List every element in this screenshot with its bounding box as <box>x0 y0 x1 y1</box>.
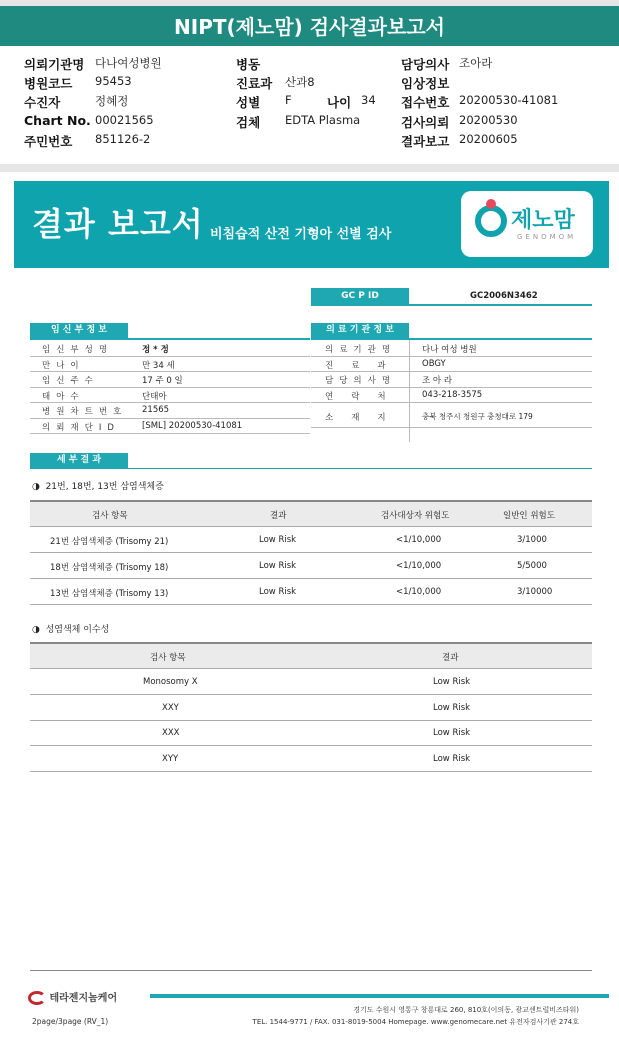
patient-value: 정혜정 <box>95 94 129 108</box>
sex-chrom-header-cell: 결과 <box>442 653 459 663</box>
sex-chrom-item: XXY <box>162 702 179 713</box>
sex-chrom-header <box>30 642 592 669</box>
company-logo <box>28 989 117 1005</box>
report-date-label: 결과보고 <box>401 134 450 149</box>
report-banner <box>14 181 609 268</box>
logo-text: 제노맘 <box>511 208 575 233</box>
sex-chrom-result: Low Risk <box>433 728 471 738</box>
hospital-code-value: 95453 <box>95 74 132 88</box>
hospital-code-label: 병원코드 <box>24 76 73 91</box>
gcpid-label: GC P ID <box>311 288 409 304</box>
institution-row-value: 043-218-3575 <box>422 389 483 400</box>
gcpid-underline <box>311 304 592 306</box>
sex-chrom-item: Monosomy X <box>143 677 198 687</box>
institution-heading-line <box>311 338 592 340</box>
section1-title-text: 21번, 18번, 13번 삼염색체증 <box>45 482 164 492</box>
doctor-value: 조아라 <box>459 56 493 70</box>
sex-chrom-header-cell: 검사 항목 <box>150 653 186 663</box>
trisomy-row-line <box>30 604 592 605</box>
detail-heading-line <box>30 468 592 469</box>
company-name: 테라젠지놈케어 <box>49 993 118 1004</box>
patient-row-value: 17 주 0 일 <box>142 376 183 386</box>
institution-row-line <box>311 371 592 372</box>
trisomy-header-cell: 검사 항목 <box>92 511 128 521</box>
sex-chrom-row-line <box>30 745 592 746</box>
trisomy-row-line <box>30 552 592 553</box>
patient-row-label: 태아수 <box>42 391 85 402</box>
patient-row-line <box>30 356 310 357</box>
section2-title: ◑ 성염색체 이수성 <box>32 625 110 635</box>
institution-row-line <box>311 427 592 428</box>
report-date-value: 20200605 <box>459 132 518 146</box>
logo-subtext: GENOMOM <box>517 233 577 241</box>
banner-title: 결과 보고서 <box>32 205 204 243</box>
trisomy-header-cell: 일반인 위험도 <box>503 511 555 521</box>
patient-row-value: 단태아 <box>142 391 167 402</box>
institution-row-label: 소재지 <box>325 413 404 423</box>
trisomy-cell: <1/10,000 <box>396 535 442 545</box>
sex-chrom-row-line <box>30 771 592 772</box>
company-logo-icon <box>28 991 46 1005</box>
trisomy-cell: 18번 삼염색체증 (Trisomy 18) <box>50 563 169 573</box>
banner-subtitle: 비침습적 산전 기형아 선별 검사 <box>210 227 392 242</box>
chart-no-value: 00021565 <box>95 113 154 127</box>
sex-value: F <box>285 93 292 107</box>
report-page <box>0 172 619 1040</box>
trisomy-cell: 3/10000 <box>517 587 553 597</box>
patient-row-label: 임신부성명 <box>42 345 114 355</box>
page-number: 2page/3page (RV_1) <box>32 1017 109 1026</box>
logo-ring-icon <box>475 205 507 237</box>
gcpid-value: GC2006N3462 <box>470 291 538 301</box>
age-label: 나이 <box>327 95 352 110</box>
sex-chrom-item: XYY <box>162 753 179 764</box>
report-title: NIPT(제노맘) 검사결과보고서 <box>0 4 619 46</box>
patient-row-label: 의뢰재단ID <box>42 422 120 433</box>
patient-row-value: 정 * 정 <box>142 345 169 355</box>
institution-row-line <box>311 387 592 388</box>
sex-chrom-row-line <box>30 720 592 721</box>
request-date-label: 검사의뢰 <box>401 115 450 130</box>
trisomy-cell: Low Risk <box>259 561 297 571</box>
age-value: 34 <box>361 93 376 107</box>
trisomy-cell: <1/10,000 <box>396 561 442 571</box>
specimen-label: 검체 <box>236 115 261 130</box>
trisomy-cell: 5/5000 <box>517 561 547 571</box>
footer-address: 경기도 수원시 영통구 창룡대로 260, 810호(이의동, 광교센트럴비즈타워) <box>353 1006 579 1014</box>
patient-row-line <box>30 402 310 403</box>
sex-chrom-result: Low Risk <box>433 677 471 687</box>
resident-no-value: 851126-2 <box>95 132 151 146</box>
institution-heading: 의 료 기 관 정 보 <box>311 323 409 338</box>
footer-contact: TEL. 1544-9771 / FAX. 031-8019-5004 Homepage. www.genomecare.net 유전자검사기관 274호 <box>252 1018 579 1026</box>
trisomy-cell: <1/10,000 <box>396 587 442 597</box>
chart-no-label: Chart No. <box>24 113 91 128</box>
patient-label: 수진자 <box>24 95 61 110</box>
trisomy-header-cell: 결과 <box>270 511 287 521</box>
receipt-no-value: 20200530-41081 <box>459 93 559 107</box>
doctor-label: 담당의사 <box>401 57 450 72</box>
institution-divider <box>409 340 410 442</box>
institution-value: 다나여성병원 <box>95 56 162 70</box>
trisomy-cell: Low Risk <box>259 535 297 545</box>
patient-row-line <box>30 418 310 419</box>
department-label: 진료과 <box>236 76 273 91</box>
patient-row-label: 임신주수 <box>42 376 99 386</box>
logo-dot-icon <box>486 199 496 209</box>
trisomy-cell: 3/1000 <box>517 535 547 545</box>
section2-title-text: 성염색체 이수성 <box>45 625 110 635</box>
sex-chrom-result: Low Risk <box>433 753 471 764</box>
footer-rule <box>30 970 592 971</box>
receipt-no-label: 접수번호 <box>401 95 450 110</box>
genomom-logo <box>461 191 593 257</box>
sex-chrom-result: Low Risk <box>433 702 471 713</box>
detail-heading: 세 부 결 과 <box>30 453 128 468</box>
patient-row-line <box>30 387 310 388</box>
institution-row-label: 담당의사명 <box>325 376 397 386</box>
sex-chrom-row-line <box>30 694 592 695</box>
institution-row-value: OBGY <box>422 358 446 369</box>
trisomy-header-cell: 검사대상자 위험도 <box>381 511 450 521</box>
patient-heading: 임 신 부 정 보 <box>30 323 128 338</box>
institution-row-label: 진료과 <box>325 360 404 371</box>
patient-row-value: 21565 <box>142 405 170 415</box>
institution-row-label: 연락처 <box>325 391 404 402</box>
specimen-value: EDTA Plasma <box>285 113 361 127</box>
trisomy-cell: 21번 삼염색체증 (Trisomy 21) <box>50 537 169 547</box>
patient-row-line <box>30 433 310 434</box>
sex-label: 성별 <box>236 95 261 110</box>
institution-row-line <box>311 356 592 357</box>
institution-row-value: 조 아 라 <box>422 376 453 386</box>
trisomy-row-line <box>30 578 592 579</box>
footer-teal-bar <box>150 994 609 998</box>
institution-row-line <box>311 402 592 403</box>
patient-heading-line <box>30 338 310 340</box>
clinical-info-label: 임상정보 <box>401 76 450 91</box>
patient-row-value: 만 34 세 <box>142 360 175 371</box>
request-date-value: 20200530 <box>459 113 518 127</box>
patient-row-label: 병원차트번호 <box>42 407 128 417</box>
institution-label: 의뢰기관명 <box>24 57 85 72</box>
section1-title: ◑ 21번, 18번, 13번 삼염색체증 <box>32 482 164 492</box>
patient-row-line <box>30 371 310 372</box>
resident-no-label: 주민번호 <box>24 134 73 149</box>
sex-chrom-item: XXX <box>162 728 180 738</box>
trisomy-cell: 13번 삼염색체증 (Trisomy 13) <box>50 589 169 599</box>
ward-label: 병동 <box>236 57 261 72</box>
institution-row-label: 의료기관명 <box>325 345 397 355</box>
report-header <box>0 46 619 164</box>
institution-row-value: 충북 청주시 청원구 충청대로 179 <box>422 412 533 421</box>
patient-row-label: 만나이 <box>42 360 85 371</box>
patient-row-value: [SML] 20200530-41081 <box>142 420 243 431</box>
institution-row-value: 다나 여성 병원 <box>422 345 477 355</box>
department-value: 산과8 <box>285 75 315 89</box>
trisomy-cell: Low Risk <box>259 587 297 597</box>
